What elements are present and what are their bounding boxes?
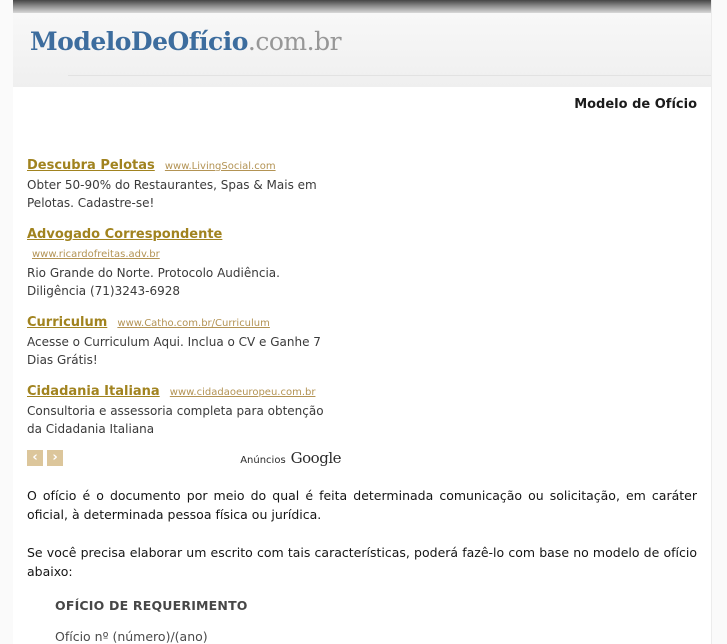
main-content — [13, 87, 711, 644]
page-title: Modelo de Ofício — [574, 97, 697, 112]
ad-description: Rio Grande do Norte. Protocolo Audiência. Diligência (71)3243-6928 — [27, 266, 280, 298]
google-logo: Google — [290, 449, 341, 467]
ads-next-button[interactable] — [47, 450, 63, 466]
google-ads-block — [27, 154, 341, 467]
ads-nav-row — [27, 449, 341, 467]
ad-item — [27, 311, 341, 369]
ad-url-link[interactable]: www.cidadaoeuropeu.com.br — [169, 387, 316, 398]
ads-prev-button[interactable] — [27, 450, 43, 466]
ad-description: Obter 50-90% do Restaurantes, Spas & Mais em Pelotas. Cadastre-se! — [27, 178, 317, 210]
site-logo[interactable] — [30, 27, 341, 56]
page-container — [13, 0, 712, 644]
chevron-right-icon: › — [52, 450, 58, 465]
chevron-left-icon: ‹ — [32, 450, 38, 465]
section-heading: OFÍCIO DE REQUERIMENTO — [55, 598, 248, 613]
ad-url-link[interactable]: www.Catho.com.br/Curriculum — [117, 318, 270, 329]
ad-item — [27, 154, 341, 212]
site-header — [13, 13, 711, 87]
ad-item — [27, 223, 341, 300]
intro-paragraph: O ofício é o documento por meio do qual é feita determinada comunicação ou solicitação, em caráter oficial, à determinada pessoa física ou jurídica. — [27, 488, 697, 522]
google-ads-attribution[interactable] — [240, 449, 341, 467]
ad-title-link[interactable]: Advogado Correspondente — [27, 227, 223, 242]
ad-title-link[interactable]: Descubra Pelotas — [27, 158, 155, 173]
ad-item — [27, 380, 341, 438]
second-paragraph: Se você precisa elaborar um escrito com tais características, poderá fazê-lo com base no modelo de ofício abaixo: — [27, 545, 697, 579]
top-gradient-bar — [13, 0, 711, 13]
ad-url-link[interactable]: www.LivingSocial.com — [164, 161, 276, 172]
ad-title-link[interactable]: Curriculum — [27, 315, 108, 330]
oficio-number-line: Ofício nº (número)/(ano) — [55, 629, 208, 644]
ad-description: Consultoria e assessoria completa para obtenção da Cidadania Italiana — [27, 404, 324, 436]
site-logo-main: ModeloDeOfício — [30, 27, 248, 56]
ad-url-link[interactable]: www.ricardofreitas.adv.br — [32, 249, 160, 260]
ad-title-link[interactable]: Cidadania Italiana — [27, 384, 160, 399]
site-logo-suffix: .com.br — [247, 27, 342, 56]
ad-description: Acesse o Curriculum Aqui. Inclua o CV e Ganhe 7 Dias Grátis! — [27, 335, 321, 367]
anuncios-label: Anúncios — [240, 455, 286, 466]
